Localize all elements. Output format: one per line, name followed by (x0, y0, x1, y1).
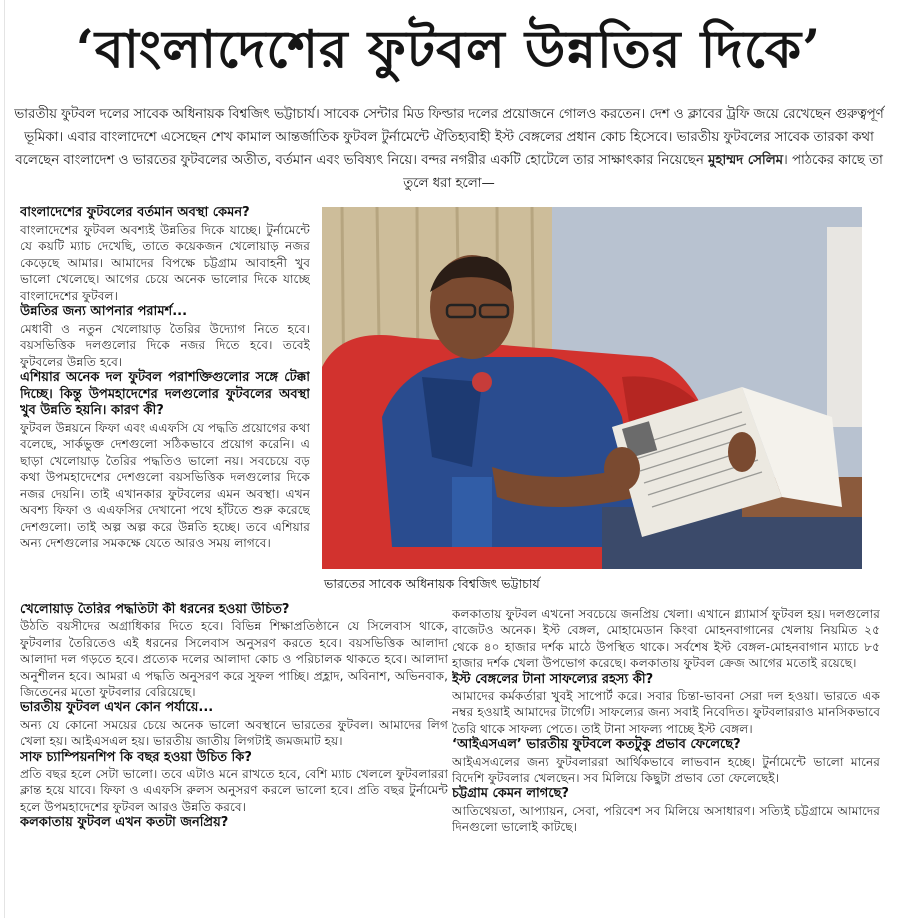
answer: অন্য যে কোনো সময়ের চেয়ে অনেক ভালো অবস্থানে ভারতের ফুটবল। আমাদের লিগ খেলা হয়। আইএসএল হয়। ভারতীয় জাতীয় লিগটাই জমজমাট হয়। (20, 717, 448, 749)
question: কলকাতায় ফুটবল এখন কতটা জনপ্রিয়? (20, 815, 229, 831)
qa-block (20, 602, 448, 700)
answer: আইএসএলের জন্য ফুটবলাররা আর্থিকভাবে লাভবান হচ্ছে। টুর্নামেন্টে ভালো মানের বিদেশি ফুটবলার খেলছেন। সব মিলিয়ে কিছুটা প্রভাব তো ফেলেছেই। (452, 754, 880, 786)
question: বাংলাদেশের ফুটবলের বর্তমান অবস্থা কেমন? (20, 205, 250, 220)
left-column (20, 205, 310, 601)
qa-block (20, 750, 448, 816)
question: খেলোয়াড় তৈরির পদ্ধতিটা কী ধরনের হওয়া উচিত? (20, 602, 290, 617)
intro-text: ভারতীয় ফুটবল দলের সাবেক অধিনায়ক বিশ্বজিৎ ভট্টাচার্য। সাবেক সেন্টার মিড ফিল্ডার দলের প্রয়োজনে গোলও করতেন। দেশ ও ক্লাবের ট্রফি জয়ে রেখেছেন গুরুত্বপূর্ণ ভূমিকা। এবার বাংলাদেশে এসেছেন শেখ কামাল আন্তর্জাতিক ফুটবল টুর্নামেন্টে ঐতিহ্যবাহী ইস্ট বেঙ্গলের প্রধান কোচ হিসেবে। ভারতীয় ফুটবলের সাবেক তারকা কথা বলেছেন বাংলাদেশ ও ভারতের ফুটবলের অতীত, বর্তমান এবং ভবিষ্যৎ নিয়ে। বন্দর নগরীর একটি হোটেলে তার সাক্ষাৎকার নিয়েছেন (14, 107, 884, 168)
question: ‘আইএসএল’ ভারতীয় ফুটবলে কতটুকু প্রভাব ফেলেছে? (452, 737, 741, 753)
qa-block (20, 700, 448, 749)
qa-block (20, 205, 310, 304)
bottom-right-column (452, 606, 880, 906)
intro-author: মুহাম্মদ সেলিম (708, 153, 784, 168)
qa-block (20, 370, 310, 552)
answer: কলকাতায় ফুটবল এখনো সবচেয়ে জনপ্রিয় খেলা। এখানে গ্ল্যামার্স ফুটবল হয়। দলগুলোর বাজেটও অনেক। ইস্ট বেঙ্গল, মোহামেডান কিংবা মোহনবাগানের খেলায় নিয়মিত ২৫ থেকে ৪০ হাজার দর্শক মাঠে উপস্থিত থাকে। সর্বশেষ ইস্ট বেঙ্গল-মোহনবাগান ম্যাচে ৮৫ হাজার দর্শক খেলা উপভোগ করেছে। কলকাতায় ফুটবল ক্রেজ আগের মতোই রয়েছে। (452, 607, 880, 671)
answer: প্রতি বছর হলে সেটা ভালো। তবে এটাও মনে রাখতে হবে, বেশি ম্যাচ খেললে ফুটবলাররা ক্লান্ত হয়ে যাবে। ফিফা ও এএফসি রুলস অনুসরণ করলে ভালো হবে। প্রতি বছর টুর্নামেন্ট হলে উপমহাদেশের ফুটবল আরও উন্নতি করবে। (20, 767, 448, 814)
answer: উঠতি বয়সীদের অগ্রাধিকার দিতে হবে। বিভিন্ন শিক্ষাপ্রতিষ্ঠানে যে সিলেবাস থাকে, ফুটবলার তৈরিতেও এই ধরনের সিলেবাস অনুসরণ করতে হবে। বয়সভিত্তিক আলাদা আলাদা দল গড়তে হবে। প্রত্যেক দলের আলাদা কোচ ও পরিচালক থাকতে হবে। আলাদা অনুশীলন হবে। আমরা এ পদ্ধতি অনুসরণ করে সুফল পাচ্ছি। প্রহ্লাদ, অবিনাশ, অভিনবাক, জিতেনের মতো ফুটবলার বেরিয়েছে। (20, 619, 448, 700)
question: উন্নতির জন্য আপনার পরামর্শ... (20, 304, 188, 319)
question: ইস্ট বেঙ্গলের টানা সাফল্যের রহস্য কী? (452, 671, 654, 687)
photo-illustration (322, 207, 862, 569)
answer: বাংলাদেশের ফুটবল অবশ্যই উন্নতির দিকে যাচ্ছে। টুর্নামেন্টে যে কয়টি ম্যাচ দেখেছি, তাতে কয়েকজন খেলোয়াড় নজর কেড়েছে আমার। আমাদের বিপক্ষে চট্টগ্রাম আবাহনী খুব ভালো খেলেছে। আগের চেয়ে অনেক ভালোর দিকে যাচ্ছে বাংলাদেশের ফুটবল। (20, 222, 310, 303)
question: ভারতীয় ফুটবল এখন কোন পর্যায়ে... (20, 700, 214, 716)
intro-text-end: । পাঠকের কাছে তা তুলে ধরা হলো— (403, 153, 883, 191)
article-headline: ‘বাংলাদেশের ফুটবল উন্নতির দিকে’ (75, 19, 822, 80)
qa-block (20, 304, 310, 370)
answer: মেধাবী ও নতুন খেলোয়াড় তৈরির উদ্যোগ নিতে হবে। বয়সভিত্তিক দলগুলোর দিকে নজর দিতে হবে। তবেই ফুটবলের উন্নতি হবে। (20, 321, 310, 369)
qa-block (452, 606, 880, 672)
qa-block (452, 672, 880, 738)
answer: আমাদের কর্মকর্তারা খুবই সাপোর্ট করে। সবার চিন্তা-ভাবনা সেরা দল হওয়া। ভারতে এক নম্বর হওয়াই আমাদের টার্গেট। সাফল্যের জন্য সবাই নিবেদিত। ফুটবলাররাও মানসিকভাবে তৈরি থাকে সাফল্য পেতে। তাই টানা সাফল্য পাচ্ছে ইস্ট বেঙ্গল। (452, 689, 880, 736)
bottom-left-column (20, 602, 448, 904)
answer: আতিথেয়তা, আপ্যায়ন, সেবা, পরিবেশ সব মিলিয়ে অসাধারণ। সত্যিই চট্টগ্রামে আমাদের দিনগুলো ভালোই কাটছে। (452, 803, 880, 835)
qa-block (20, 815, 448, 831)
question: এশিয়ার অনেক দল ফুটবল পরাশক্তিগুলোর সঙ্গে টেক্কা দিচ্ছে। কিন্তু উপমহাদেশের দলগুলোর ফুটবলের অবস্থা খুব উন্নতি হয়নি। কারণ কী? (20, 370, 310, 418)
qa-block (452, 786, 880, 835)
page-edge (4, 0, 5, 918)
question: চট্টগ্রাম কেমন লাগছে? (452, 786, 569, 802)
qa-block (452, 737, 880, 786)
article-intro (14, 103, 884, 195)
article-photo (322, 207, 862, 569)
question: সাফ চ্যাম্পিয়নশিপ কি বছর হওয়া উচিত কি? (20, 749, 252, 765)
photo-caption: ভারতের সাবেক অধিনায়ক বিশ্বজিৎ ভট্টাচার্য (324, 576, 540, 591)
answer: ফুটবল উন্নয়নে ফিফা এবং এএফসি যে পদ্ধতি প্রয়োগের কথা বলেছে, সার্কভুক্ত দেশগুলো সঠিকভাবে প্রয়োগ করেনি। এ ছাড়া খেলোয়াড় তৈরির পদ্ধতিও ভালো নয়। সবচেয়ে বড় কথা উপমহাদেশের দেশগুলো বয়সভিত্তিক দলগুলোর দিকে নজর দেয়নি। তাই এখানকার ফুটবলের এমন অবস্থা। এখন অবশ্য ফিফা ও এএফসির দেখানো পথে হাঁটতে শুরু করেছে দেশগুলো। তাই অল্প অল্প করে উন্নতি হচ্ছে। তবে এশিয়ার অন্য দেশগুলোর সমকক্ষে যেতে আরও সময় লাগবে। (20, 420, 310, 550)
